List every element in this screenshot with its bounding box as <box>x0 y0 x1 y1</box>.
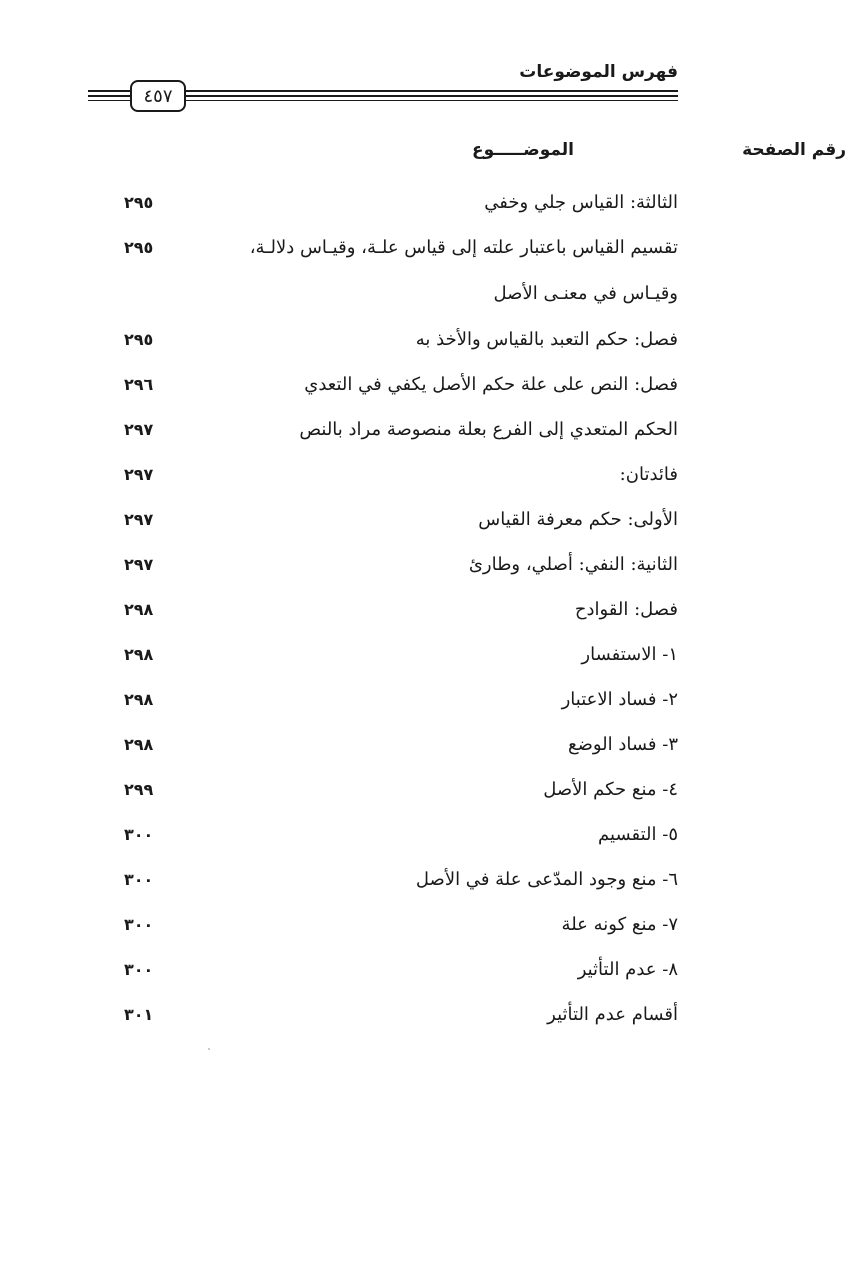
entry-page-number: ٢٩٥ <box>124 238 154 257</box>
entry-page-number: ٢٩٨ <box>124 690 154 709</box>
index-entry <box>0 857 742 902</box>
entry-page-number: ٢٩٧ <box>124 420 154 439</box>
index-entry <box>0 902 742 947</box>
entry-title: فصل: القوادح <box>574 599 678 620</box>
entry-title: ٥- التقسيم <box>598 824 678 845</box>
scan-speck <box>208 1048 210 1050</box>
entry-page-number: ٢٩٥ <box>124 193 154 212</box>
index-entry <box>0 452 742 497</box>
index-entry <box>0 407 742 452</box>
index-entry <box>0 225 742 317</box>
entry-page-number: ٣٠٠ <box>124 825 154 844</box>
entry-page-number: ٢٩٥ <box>124 330 154 349</box>
index-entry <box>0 992 742 1037</box>
entry-title: فصل: حكم التعبد بالقياس والأخذ به <box>415 329 678 350</box>
entry-title: تقسيم القياس باعتبار علته إلى قياس علـة، وقيـاس دلالـة، وقيـاس في معنـى الأصل <box>249 237 678 304</box>
index-entry <box>0 632 742 677</box>
index-entry <box>0 317 742 362</box>
entry-page-number: ٣٠٠ <box>124 915 154 934</box>
page-number: ٤٥٧ <box>130 80 186 112</box>
index-entry <box>0 947 742 992</box>
entry-title: ١- الاستفسار <box>581 644 678 665</box>
entry-title: ٦- منع وجود المدّعى علة في الأصل <box>415 869 678 890</box>
index-entry <box>0 722 742 767</box>
entry-title: فائدتان: <box>619 464 678 485</box>
entry-page-number: ٢٩٦ <box>124 375 154 394</box>
entry-title: الثالثة: القياس جلي وخفي <box>484 192 678 213</box>
index-entry <box>0 587 742 632</box>
entry-page-number: ٢٩٨ <box>124 735 154 754</box>
running-title: فهرس الموضوعات <box>519 62 678 82</box>
entry-title: الأولى: حكم معرفة القياس <box>478 509 678 530</box>
entry-title: ٤- منع حكم الأصل <box>543 779 678 800</box>
index-entry <box>0 677 742 722</box>
entry-title: ٧- منع كونه علة <box>561 914 678 935</box>
entry-title: الثانية: النفي: أصلي، وطارئ <box>468 554 678 575</box>
entry-page-number: ٣٠١ <box>124 1005 154 1024</box>
entry-title: الحكم المتعدي إلى الفرع بعلة منصوصة مراد بالنص <box>299 419 678 440</box>
index-entry <box>0 180 742 225</box>
index-entry <box>0 767 742 812</box>
index-entries <box>0 180 742 1037</box>
entry-page-number: ٢٩٨ <box>124 600 154 619</box>
entry-title: أقسام عدم التأثير <box>547 1004 678 1025</box>
entry-title: ٣- فساد الوضع <box>567 734 678 755</box>
entry-title: ٢- فساد الاعتبار <box>561 689 678 710</box>
index-entry <box>0 812 742 857</box>
index-entry <box>0 497 742 542</box>
page-column-header: رقم الصفحة <box>742 140 846 160</box>
entry-page-number: ٣٠٠ <box>124 960 154 979</box>
entry-title: ٨- عدم التأثير <box>577 959 678 980</box>
entry-page-number: ٢٩٧ <box>124 465 154 484</box>
entry-page-number: ٢٩٧ <box>124 555 154 574</box>
entry-page-number: ٣٠٠ <box>124 870 154 889</box>
entry-page-number: ٢٩٩ <box>124 780 154 799</box>
entry-page-number: ٢٩٧ <box>124 510 154 529</box>
topic-column-header: الموضـــــوع <box>471 140 574 160</box>
entry-page-number: ٢٩٨ <box>124 645 154 664</box>
entry-title: فصل: النص على علة حكم الأصل يكفي في التعدي <box>304 374 678 395</box>
index-entry <box>0 542 742 587</box>
index-entry <box>0 362 742 407</box>
